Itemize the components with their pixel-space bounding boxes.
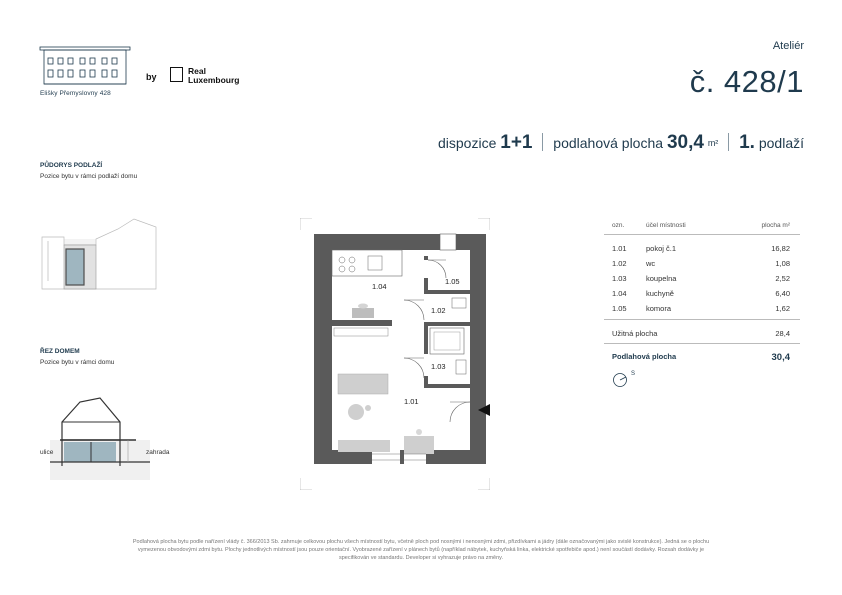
table-rule: [604, 319, 800, 320]
brand-logo-mark: [170, 67, 183, 82]
apartment-number: č. 428/1: [689, 64, 804, 99]
header-name: účel místnosti: [646, 222, 686, 229]
section-title: ŘEZ DOMEM: [40, 348, 80, 355]
floor-position-diagram: [40, 205, 160, 295]
by-label: by: [146, 72, 157, 82]
footer-line-3: specifikován ve standardu. Developer si vyhrazuje právo na změny.: [338, 555, 504, 561]
header-code: ozn.: [612, 222, 625, 229]
usable-area-value: 28,4: [775, 329, 790, 338]
footer-line-2: vymezenou obvodovými zdmi bytu. Plochy jednotlivých místností jsou pouze orientační. Vyobrazené zařízení v plánech bytů (například nábytek, kuchyňská linka, elektrické spotřebiče apod.) není součástí dodávky. Rozsah dodávky je: [137, 547, 705, 553]
room-label-1-04: 1.04: [372, 282, 387, 291]
floorplan-section-title: PŮDORYS PODLAŽÍ: [40, 162, 103, 169]
street-label: ulice: [40, 449, 54, 456]
room-area: 1,62: [775, 304, 790, 313]
compass-icon: [612, 372, 628, 388]
room-area: 1,08: [775, 259, 790, 268]
usable-area-label: Užitná plocha: [612, 329, 658, 338]
room-area: 6,40: [775, 289, 790, 298]
apartment-floor-plan: [300, 218, 490, 490]
dispozice-label: dispozice: [438, 135, 497, 151]
floorplan-section-subtitle: Pozice bytu v rámci podlaží domu: [40, 173, 138, 180]
brand-name: [188, 67, 239, 85]
section-subtitle: Pozice bytu v rámci domu: [40, 359, 115, 366]
logo-caption: Elišky Přemyslovny 428: [40, 90, 111, 97]
room-code: 1.05: [612, 304, 627, 313]
specs-line: [438, 132, 804, 154]
area-label: podlahová plocha: [553, 135, 664, 151]
room-label-1-01: 1.01: [404, 397, 419, 406]
divider: [728, 133, 729, 151]
header-rule: [604, 234, 800, 235]
room-code: 1.04: [612, 289, 627, 298]
room-name: pokoj č.1: [646, 244, 677, 253]
footer-disclaimer: [40, 538, 802, 562]
room-label-1-05: 1.05: [445, 277, 460, 286]
house-section-diagram: [40, 392, 160, 482]
footer-line-1: Podlahová plocha bytu podle nařízení vlády č. 366/2013 Sb. zahrnuje celkovou plochu všech místností bytu, včetně ploch pod nosnými i nenosnými zdmi, přizdívkami a jádry (dále označovanými jako svislé konstrukce). Jedná se o plochu: [132, 539, 710, 545]
room-name: koupelna: [646, 274, 677, 283]
room-area: 16,82: [771, 244, 790, 253]
dispozice-value: 1+1: [500, 132, 533, 153]
divider: [542, 133, 543, 151]
area-unit: m²: [707, 138, 719, 148]
floor-area-label: Podlahová plocha: [612, 352, 677, 361]
brand-line1: Real: [188, 66, 206, 76]
room-label-1-02: 1.02: [431, 306, 446, 315]
compass-label: S: [631, 371, 636, 377]
table-rule: [604, 343, 800, 344]
room-code: 1.03: [612, 274, 627, 283]
area-value: 30,4: [666, 132, 704, 153]
brand-line2: Luxembourg: [188, 75, 240, 85]
room-code: 1.02: [612, 259, 627, 268]
room-name: kuchyně: [646, 289, 674, 298]
atelier-label: Ateliér: [772, 40, 804, 52]
room-area: 2,52: [775, 274, 790, 283]
floor-value: 1.: [739, 132, 755, 153]
header-area: plocha m²: [761, 222, 790, 229]
floor-label: podlaží: [758, 135, 804, 151]
rooms-table: [612, 222, 800, 392]
room-name: komora: [646, 304, 672, 313]
building-logo: [38, 44, 132, 94]
floor-area-value: 30,4: [771, 352, 790, 363]
room-label-1-03: 1.03: [431, 362, 446, 371]
room-name: wc: [646, 259, 656, 268]
garden-label: zahrada: [146, 449, 170, 456]
room-code: 1.01: [612, 244, 627, 253]
